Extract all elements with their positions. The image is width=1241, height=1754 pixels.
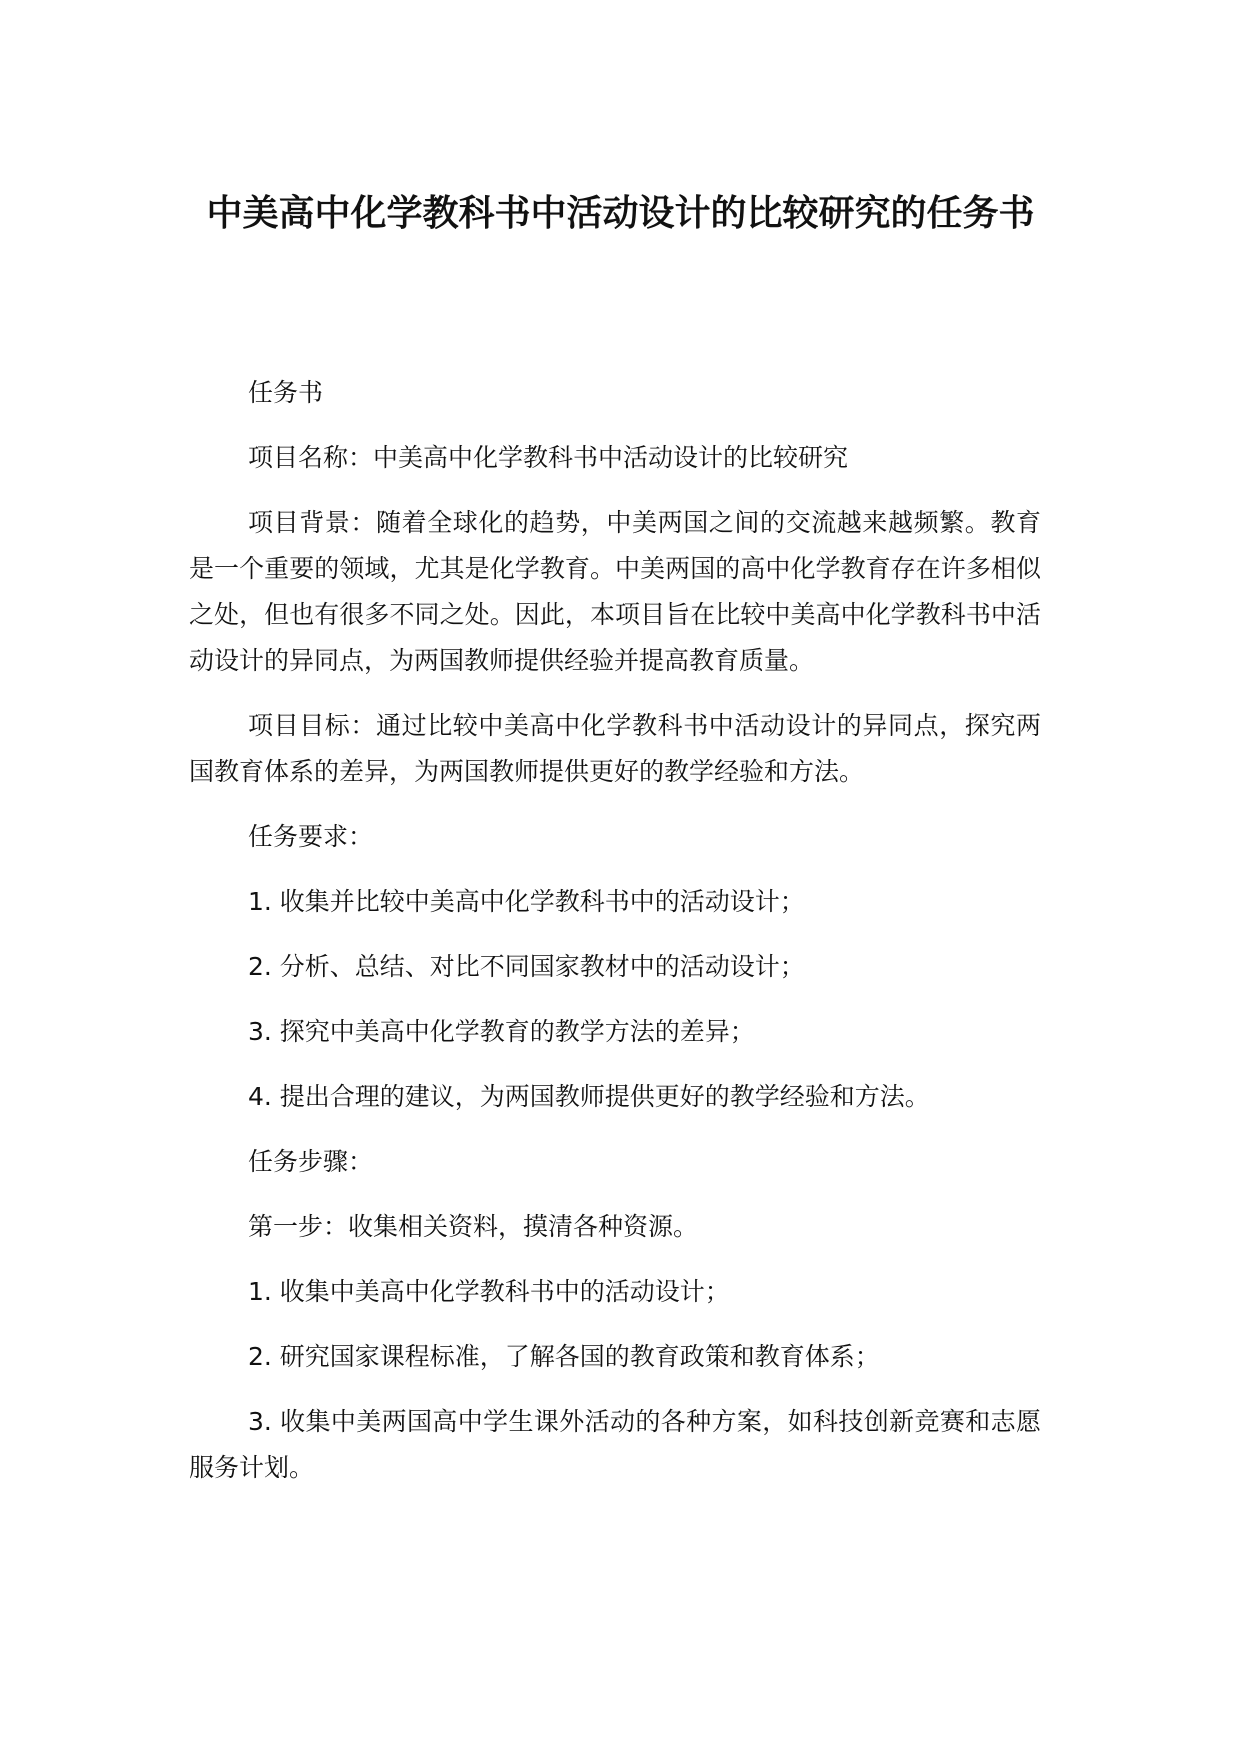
list-item: 3. 收集中美两国高中学生课外活动的各种方案，如科技创新竞赛和志愿服务计划。	[189, 1407, 1041, 1482]
paragraph-task-steps: 任务步骤：	[248, 1147, 374, 1176]
list-item: 4. 提出合理的建议，为两国教师提供更好的教学经验和方法。	[248, 1082, 930, 1111]
paragraph-heading: 任务书	[248, 378, 324, 407]
paragraph-project-name: 项目名称：中美高中化学教科书中活动设计的比较研究	[248, 443, 849, 472]
list-item: 1. 收集中美高中化学教科书中的活动设计；	[248, 1277, 730, 1306]
paragraph-step-one: 第一步：收集相关资料，摸清各种资源。	[248, 1212, 699, 1241]
document-title: 中美高中化学教科书中活动设计的比较研究的任务书	[206, 193, 1035, 234]
list-item: 2. 分析、总结、对比不同国家教材中的活动设计；	[248, 952, 805, 981]
paragraph-task-requirements: 任务要求：	[248, 822, 374, 851]
list-item: 1. 收集并比较中美高中化学教科书中的活动设计；	[248, 887, 805, 916]
list-item: 2. 研究国家课程标准，了解各国的教育政策和教育体系；	[248, 1342, 880, 1371]
paragraph-project-background: 项目背景：随着全球化的趋势，中美两国之间的交流越来越频繁。教育是一个重要的领域，尤其是化学教育。中美两国的高中化学教育存在许多相似之处，但也有很多不同之处。因此，本项目旨在比较中美高中化学教科书中活动设计的异同点，为两国教师提供经验并提高教育质量。	[189, 508, 1041, 675]
paragraph-project-goal: 项目目标：通过比较中美高中化学教科书中活动设计的异同点，探究两国教育体系的差异，为两国教师提供更好的教学经验和方法。	[189, 711, 1041, 786]
document-body	[189, 370, 1041, 1510]
list-item: 3. 探究中美高中化学教育的教学方法的差异；	[248, 1017, 755, 1046]
